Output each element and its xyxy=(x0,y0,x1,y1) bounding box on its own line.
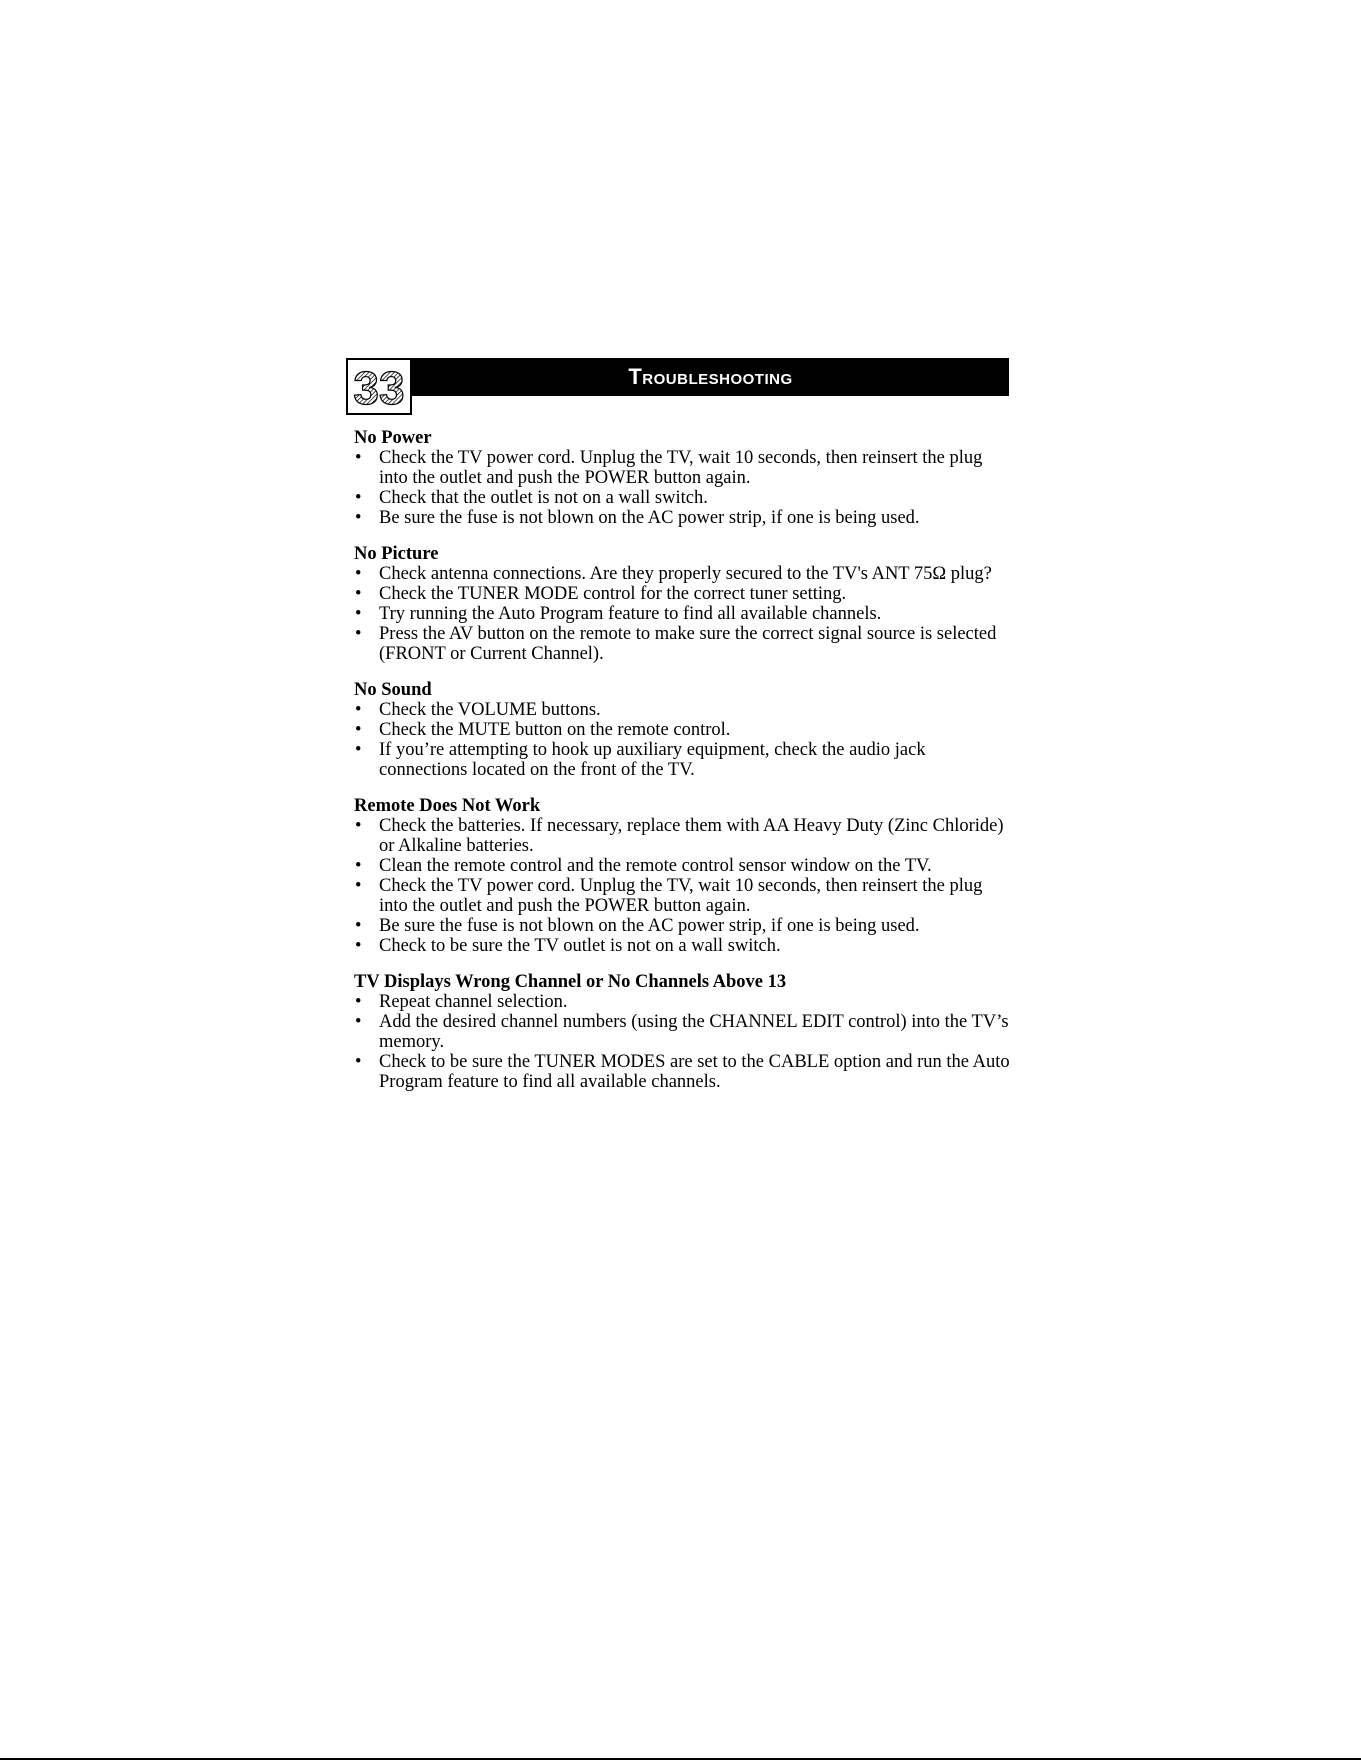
section-wrong-channel xyxy=(354,972,1014,1092)
section-heading: TV Displays Wrong Channel or No Channels Above 13 xyxy=(354,972,787,992)
bullet-icon: • xyxy=(355,1012,362,1032)
bullet-icon: • xyxy=(355,740,362,760)
list-item: • Try running the Auto Program feature to find all available channels. xyxy=(355,604,882,624)
list-item: • Check antenna connections. Are they properly secured to the TV's ANT 75Ω plug? xyxy=(355,564,992,584)
bullet-icon: • xyxy=(355,448,362,468)
list-item: • Check the TUNER MODE control for the correct tuner setting. xyxy=(355,584,847,604)
bullet-list xyxy=(354,992,1014,1092)
section-heading: Remote Does Not Work xyxy=(354,796,541,816)
list-item: • Be sure the fuse is not blown on the AC power strip, if one is being used. xyxy=(355,916,920,936)
bullet-icon: • xyxy=(355,604,362,624)
list-item: • Check the batteries. If necessary, replace them with AA Heavy Duty (Zinc Chloride) or Alkaline batteries. xyxy=(355,816,1004,856)
list-item: • Check the MUTE button on the remote control. xyxy=(355,720,731,740)
bullet-icon: • xyxy=(355,992,362,1012)
bullet-list xyxy=(354,564,1014,664)
list-item: • Add the desired channel numbers (using the CHANNEL EDIT control) into the TV’s memory. xyxy=(355,1012,1009,1052)
bullet-list xyxy=(354,448,1014,528)
list-item: • Press the AV button on the remote to make sure the correct signal source is selected (FRONT or Current Channel). xyxy=(355,624,997,664)
bullet-icon: • xyxy=(355,1052,362,1072)
section-heading: No Sound xyxy=(354,680,432,700)
section-heading: No Power xyxy=(354,428,432,448)
list-item: • Be sure the fuse is not blown on the AC power strip, if one is being used. xyxy=(355,508,920,528)
list-item: • Check that the outlet is not on a wall switch. xyxy=(355,488,708,508)
bullet-icon: • xyxy=(355,488,362,508)
bullet-icon: • xyxy=(355,720,362,740)
list-item: • Clean the remote control and the remote control sensor window on the TV. xyxy=(355,856,932,876)
list-item: • Check the VOLUME buttons. xyxy=(355,700,601,720)
section-no-power xyxy=(354,428,1014,528)
bullet-icon: • xyxy=(355,876,362,896)
bullet-list xyxy=(354,700,1014,780)
section-heading: No Picture xyxy=(354,544,439,564)
section-no-sound xyxy=(354,680,1014,780)
list-item: • Check to be sure the TV outlet is not on a wall switch. xyxy=(355,936,781,956)
bullet-icon: • xyxy=(355,564,362,584)
section-no-picture xyxy=(354,544,1014,664)
bullet-icon: • xyxy=(355,584,362,604)
list-item: • If you’re attempting to hook up auxiliary equipment, check the audio jack connections located on the front of the TV. xyxy=(355,740,926,780)
list-item: • Repeat channel selection. xyxy=(355,992,568,1012)
list-item: • Check to be sure the TUNER MODES are set to the CABLE option and run the Auto Program feature to find all available channels. xyxy=(355,1052,1010,1092)
bullet-icon: • xyxy=(355,700,362,720)
page-number-graphic xyxy=(349,362,409,412)
page-header xyxy=(346,358,1009,415)
page-number-badge xyxy=(346,358,412,415)
page-title: troubleshooting xyxy=(628,364,793,389)
bullet-icon: • xyxy=(355,856,362,876)
bullet-icon: • xyxy=(355,916,362,936)
bullet-icon: • xyxy=(355,936,362,956)
page-bottom-rule xyxy=(0,1758,1361,1760)
list-item: • Check the TV power cord. Unplug the TV, wait 10 seconds, then reinsert the plug into the outlet and push the POWER button again. xyxy=(355,448,983,488)
list-item: • Check the TV power cord. Unplug the TV, wait 10 seconds, then reinsert the plug into the outlet and push the POWER button again. xyxy=(355,876,983,916)
bullet-icon: • xyxy=(355,624,362,644)
page-number: 33 xyxy=(353,361,405,412)
bullet-list xyxy=(354,816,1014,956)
section-title-bar xyxy=(412,358,1009,396)
bullet-icon: • xyxy=(355,508,362,528)
section-remote-does-not-work xyxy=(354,796,1014,956)
bullet-icon: • xyxy=(355,816,362,836)
troubleshooting-content xyxy=(354,428,1014,1108)
